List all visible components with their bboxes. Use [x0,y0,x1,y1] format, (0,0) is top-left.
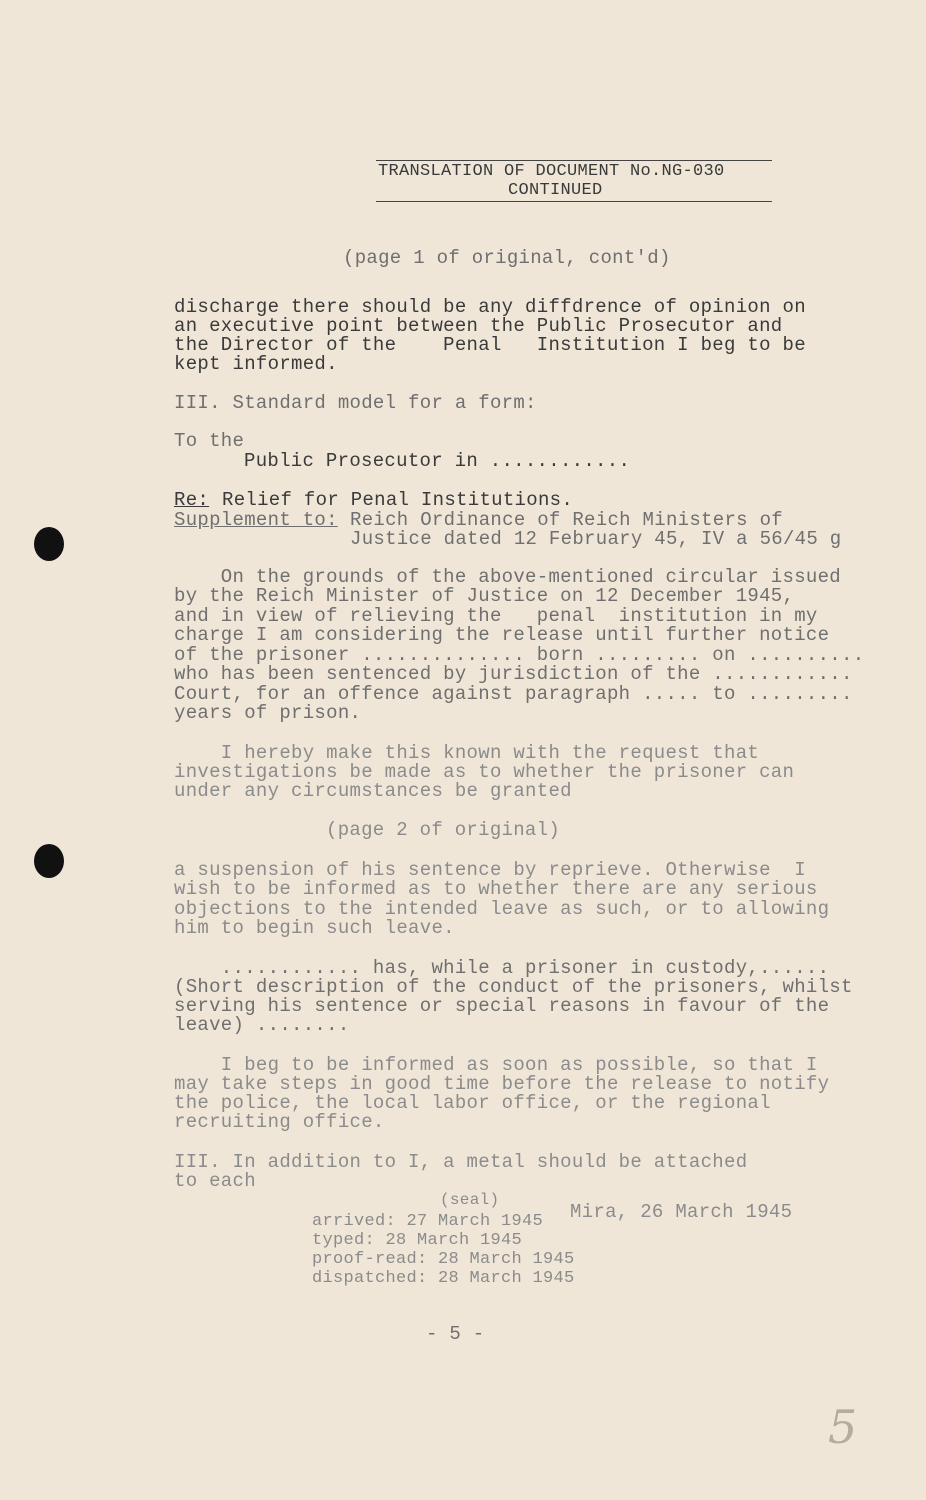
para6-line4: recruiting office. [174,1111,385,1133]
para2-line4: charge I am considering the release until further notice [174,624,830,646]
page-marker-2: (page 2 of original) [326,819,561,841]
para5-line4: leave) ........ [174,1014,350,1036]
para2-line5: of the prisoner .............. born ......... on .......... [174,644,865,666]
header-subtitle: CONTINUED [508,181,603,200]
para5-line1: ............ has, while a prisoner in custody,...... [174,957,830,979]
place-date: Mira, 26 March 1945 [570,1201,793,1223]
para1-line1: discharge there should be any diffdrence of opinion on [174,296,806,318]
para7-line1: III. In addition to I, a metal should be attached [174,1151,748,1173]
para5-line3: serving his sentence or special reasons in favour of the [174,995,830,1017]
page-number: - 5 - [426,1323,485,1345]
processing-dispatched: dispatched: 28 March 1945 [312,1269,575,1288]
addressee: Public Prosecutor in ............ [244,450,631,472]
para4-line4: him to begin such leave. [174,917,455,939]
para4-line2: wish to be informed as to whether there are any serious [174,878,818,900]
supplement-text: Reich Ordinance of Reich Ministers of [350,509,783,531]
punch-hole-top [34,527,64,561]
re-text: Relief for Penal Institutions. [222,489,574,511]
para6-line1: I beg to be informed as soon as possible, so that I [174,1054,818,1076]
para1-line2: an executive point between the Public Prosecutor and [174,315,783,337]
para6-line3: the police, the local labor office, or the regional [174,1092,771,1114]
para3-line2: investigations be made as to whether the prisoner can [174,761,795,783]
to-line: To the [174,430,245,452]
para4-line3: objections to the intended leave as such, or to allowing [174,898,830,920]
pencil-page-mark: 5 [828,1400,858,1454]
header-rule-bottom [376,201,772,202]
para7-line2: to each [174,1170,256,1192]
para3-line3: under any circumstances be granted [174,780,572,802]
page-marker-1: (page 1 of original, cont'd) [343,247,671,269]
para2-line3: and in view of relieving the penal institution in my [174,605,818,627]
para2-line8: years of prison. [174,702,362,724]
para3-line1: I hereby make this known with the request that [174,742,760,764]
para5-line2: (Short description of the conduct of the prisoners, whilst [174,976,853,998]
seal-label: (seal) [440,1191,500,1209]
section3-heading: III. Standard model for a form: [174,392,537,414]
para2-line1: On the grounds of the above-mentioned circular issued [174,566,842,588]
processing-proofread: proof-read: 28 March 1945 [312,1250,575,1269]
para4-line1: a suspension of his sentence by reprieve. Otherwise I [174,859,806,881]
supplement-label: Supplement to: [174,509,338,531]
para2-line7: Court, for an offence against paragraph ..... to ......... [174,683,853,705]
para2-line6: who has been sentenced by jurisdiction of the ............ [174,663,853,685]
header-title: TRANSLATION OF DOCUMENT No.NG-030 [378,162,725,181]
para6-line2: may take steps in good time before the release to notify [174,1073,830,1095]
para1-line3: the Director of the Penal Institution I beg to be [174,334,806,356]
re-label: Re: [174,489,210,511]
para1-line4: kept informed. [174,353,338,375]
punch-hole-bottom [34,844,64,878]
header-rule-top [376,160,772,161]
processing-typed: typed: 28 March 1945 [312,1231,523,1250]
processing-arrived: arrived: 27 March 1945 [312,1212,544,1231]
para2-line2: by the Reich Minister of Justice on 12 December 1945, [174,585,795,607]
supplement-text-2: Justice dated 12 February 45, IV a 56/45 g [350,528,842,550]
